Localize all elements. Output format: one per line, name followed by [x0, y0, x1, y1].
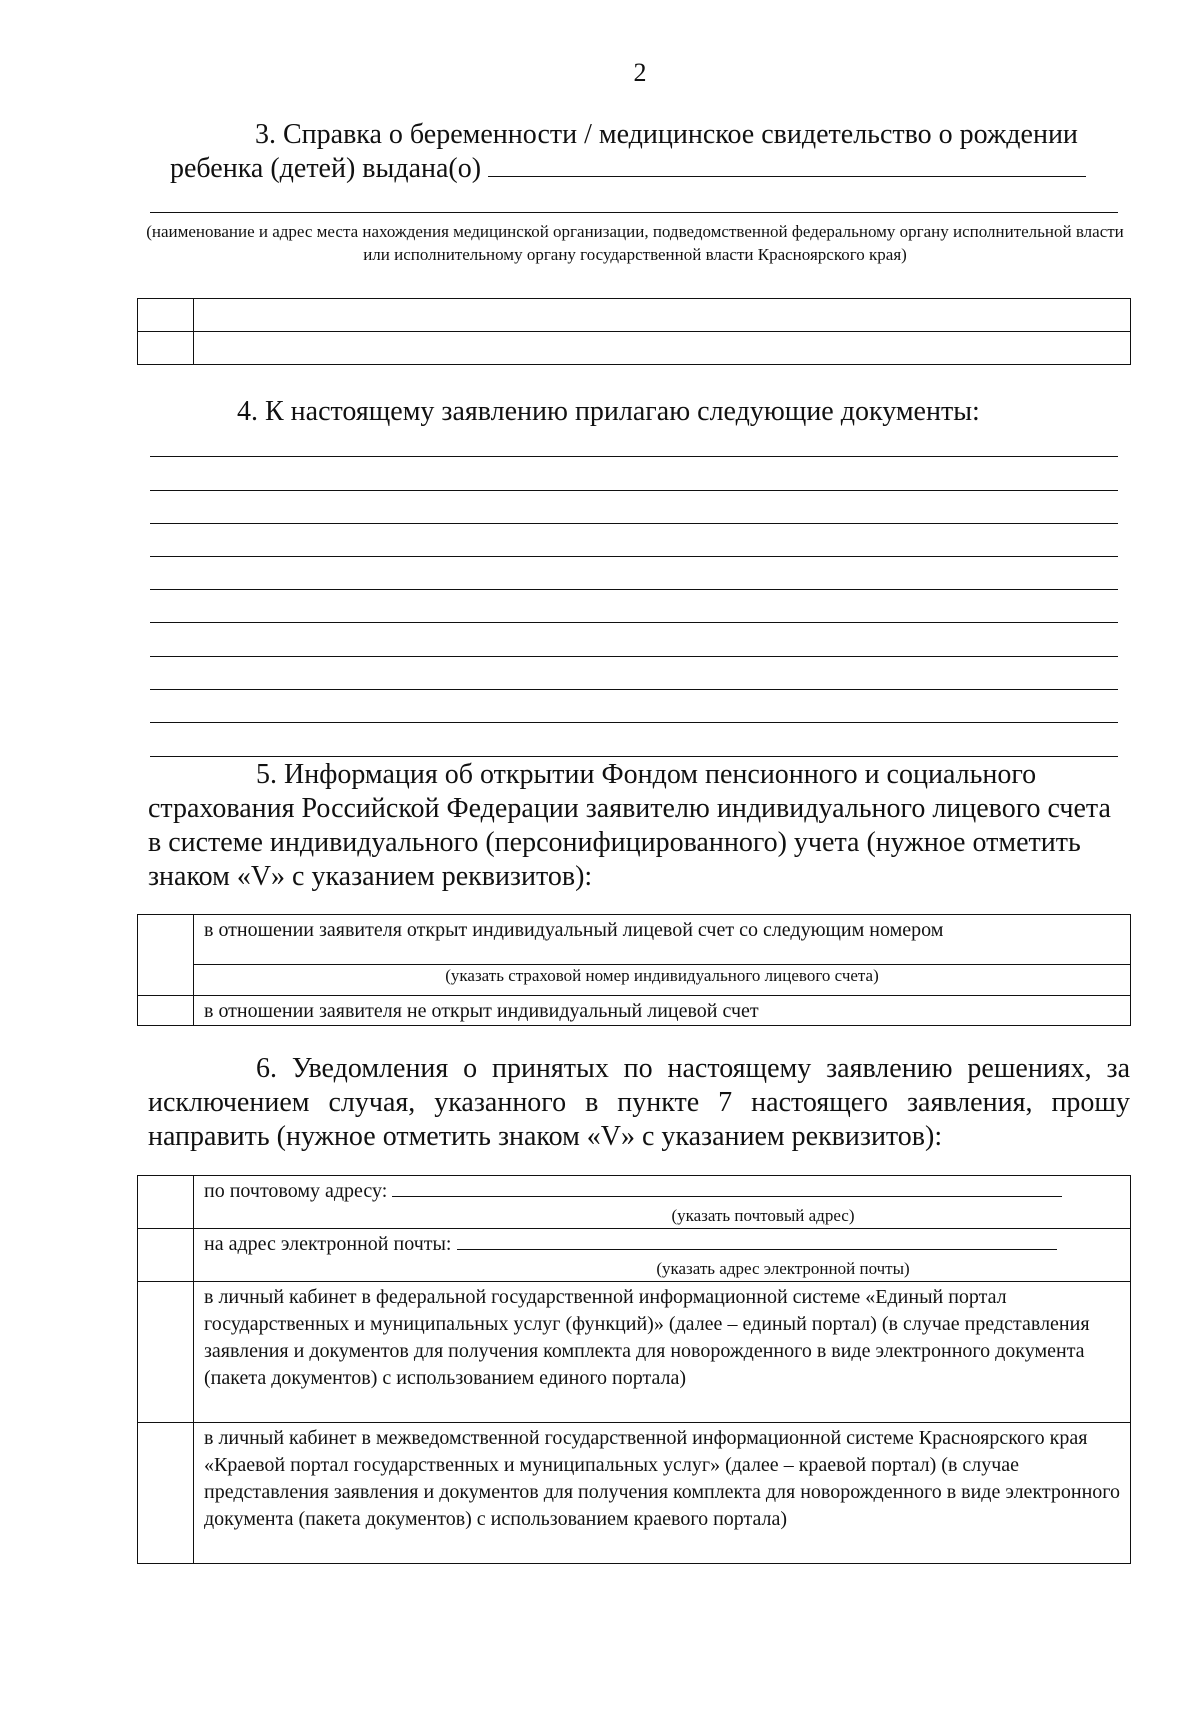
documents-line[interactable] [150, 456, 1118, 457]
child-table-cell[interactable] [194, 332, 1131, 365]
account-closed-label: в отношении заявителя не открыт индивидуальный лицевой счет [194, 996, 1131, 1026]
account-number-field[interactable] [204, 944, 1122, 964]
account-table [137, 914, 1131, 1026]
documents-line[interactable] [150, 556, 1118, 557]
issuer-caption: (наименование и адрес места нахождения медицинской организации, подведомственной федеральному органу исполнительной власти или исполнительному органу государственной власти Красноярского края) [146, 222, 1124, 264]
account-number-caption: (указать страховой номер индивидуального лицевого счета) [194, 964, 1130, 986]
regional-portal-checkbox[interactable] [138, 1423, 194, 1564]
postal-checkbox[interactable] [138, 1176, 194, 1229]
section3-line2: ребенка (детей) выдана(о) [170, 153, 482, 184]
account-closed-checkbox[interactable] [138, 996, 194, 1026]
regional-portal-label: в личный кабинет в межведомственной государственной информационной системе Красноярского края «Краевой портал государственных и муниципальных услуг» (далее – краевой портал) (в случае представления заявления и документов для получения комплекта для новорожденного в виде электронного документа (пакета документов) с использованием краевого портала) [194, 1423, 1131, 1564]
postal-label: по почтовому адресу: [204, 1180, 388, 1202]
account-open-cell [194, 915, 1131, 996]
documents-line[interactable] [150, 756, 1118, 757]
section4-heading: 4. К настоящему заявлению прилагаю следующие документы: [237, 396, 980, 427]
section5-text: 5. Информация об открытии Фондом пенсионного и социального страхования Российской Федерации заявителю индивидуального лицевого счета в системе индивидуального (персонифицированного) учета (нужное отметить знаком «V» с указанием реквизитов): [148, 759, 1111, 892]
page-number: 2 [633, 58, 647, 87]
documents-line[interactable] [150, 622, 1118, 623]
email-checkbox[interactable] [138, 1229, 194, 1282]
child-table-cell[interactable] [194, 299, 1131, 332]
section6-text: 6. Уведомления о принятых по настоящему заявлению решениях, за исключением случая, указанного в пункте 7 настоящего заявления, прошу направить (нужное отметить знаком «V» с указанием реквизитов): [148, 1053, 1130, 1152]
federal-portal-label: в личный кабинет в федеральной государственной информационной системе «Единый портал государственных и муниципальных услуг (функций)» (далее – единый портал) (в случае представления заявления и документов для получения комплекта для новорожденного в виде электронного документа (пакета документов) с использованием единого портала) [194, 1282, 1131, 1423]
postal-address-field[interactable] [392, 1178, 1062, 1197]
documents-line[interactable] [150, 722, 1118, 723]
child-table-cell[interactable] [138, 299, 194, 332]
postal-caption: (указать почтовый адрес) [671, 1206, 855, 1225]
email-address-field[interactable] [457, 1231, 1057, 1250]
documents-line[interactable] [150, 490, 1118, 491]
documents-line[interactable] [150, 589, 1118, 590]
issuer-field-line2[interactable] [150, 212, 1118, 213]
account-open-label: в отношении заявителя открыт индивидуальный лицевой счет со следующим номером [204, 919, 944, 941]
documents-line[interactable] [150, 523, 1118, 524]
email-cell [194, 1229, 1131, 1282]
child-table [137, 298, 1131, 365]
section3-line1: 3. Справка о беременности / медицинское свидетельство о рождении [255, 119, 1078, 150]
notification-table [137, 1175, 1131, 1564]
federal-portal-checkbox[interactable] [138, 1282, 194, 1423]
section3-text [170, 118, 1130, 186]
documents-line[interactable] [150, 689, 1118, 690]
postal-cell [194, 1176, 1131, 1229]
documents-line[interactable] [150, 656, 1118, 657]
child-table-cell[interactable] [138, 332, 194, 365]
account-open-checkbox[interactable] [138, 915, 194, 996]
email-caption: (указать адрес электронной почты) [656, 1259, 910, 1278]
email-label: на адрес электронной почты: [204, 1233, 452, 1255]
issuer-field[interactable] [488, 152, 1086, 177]
